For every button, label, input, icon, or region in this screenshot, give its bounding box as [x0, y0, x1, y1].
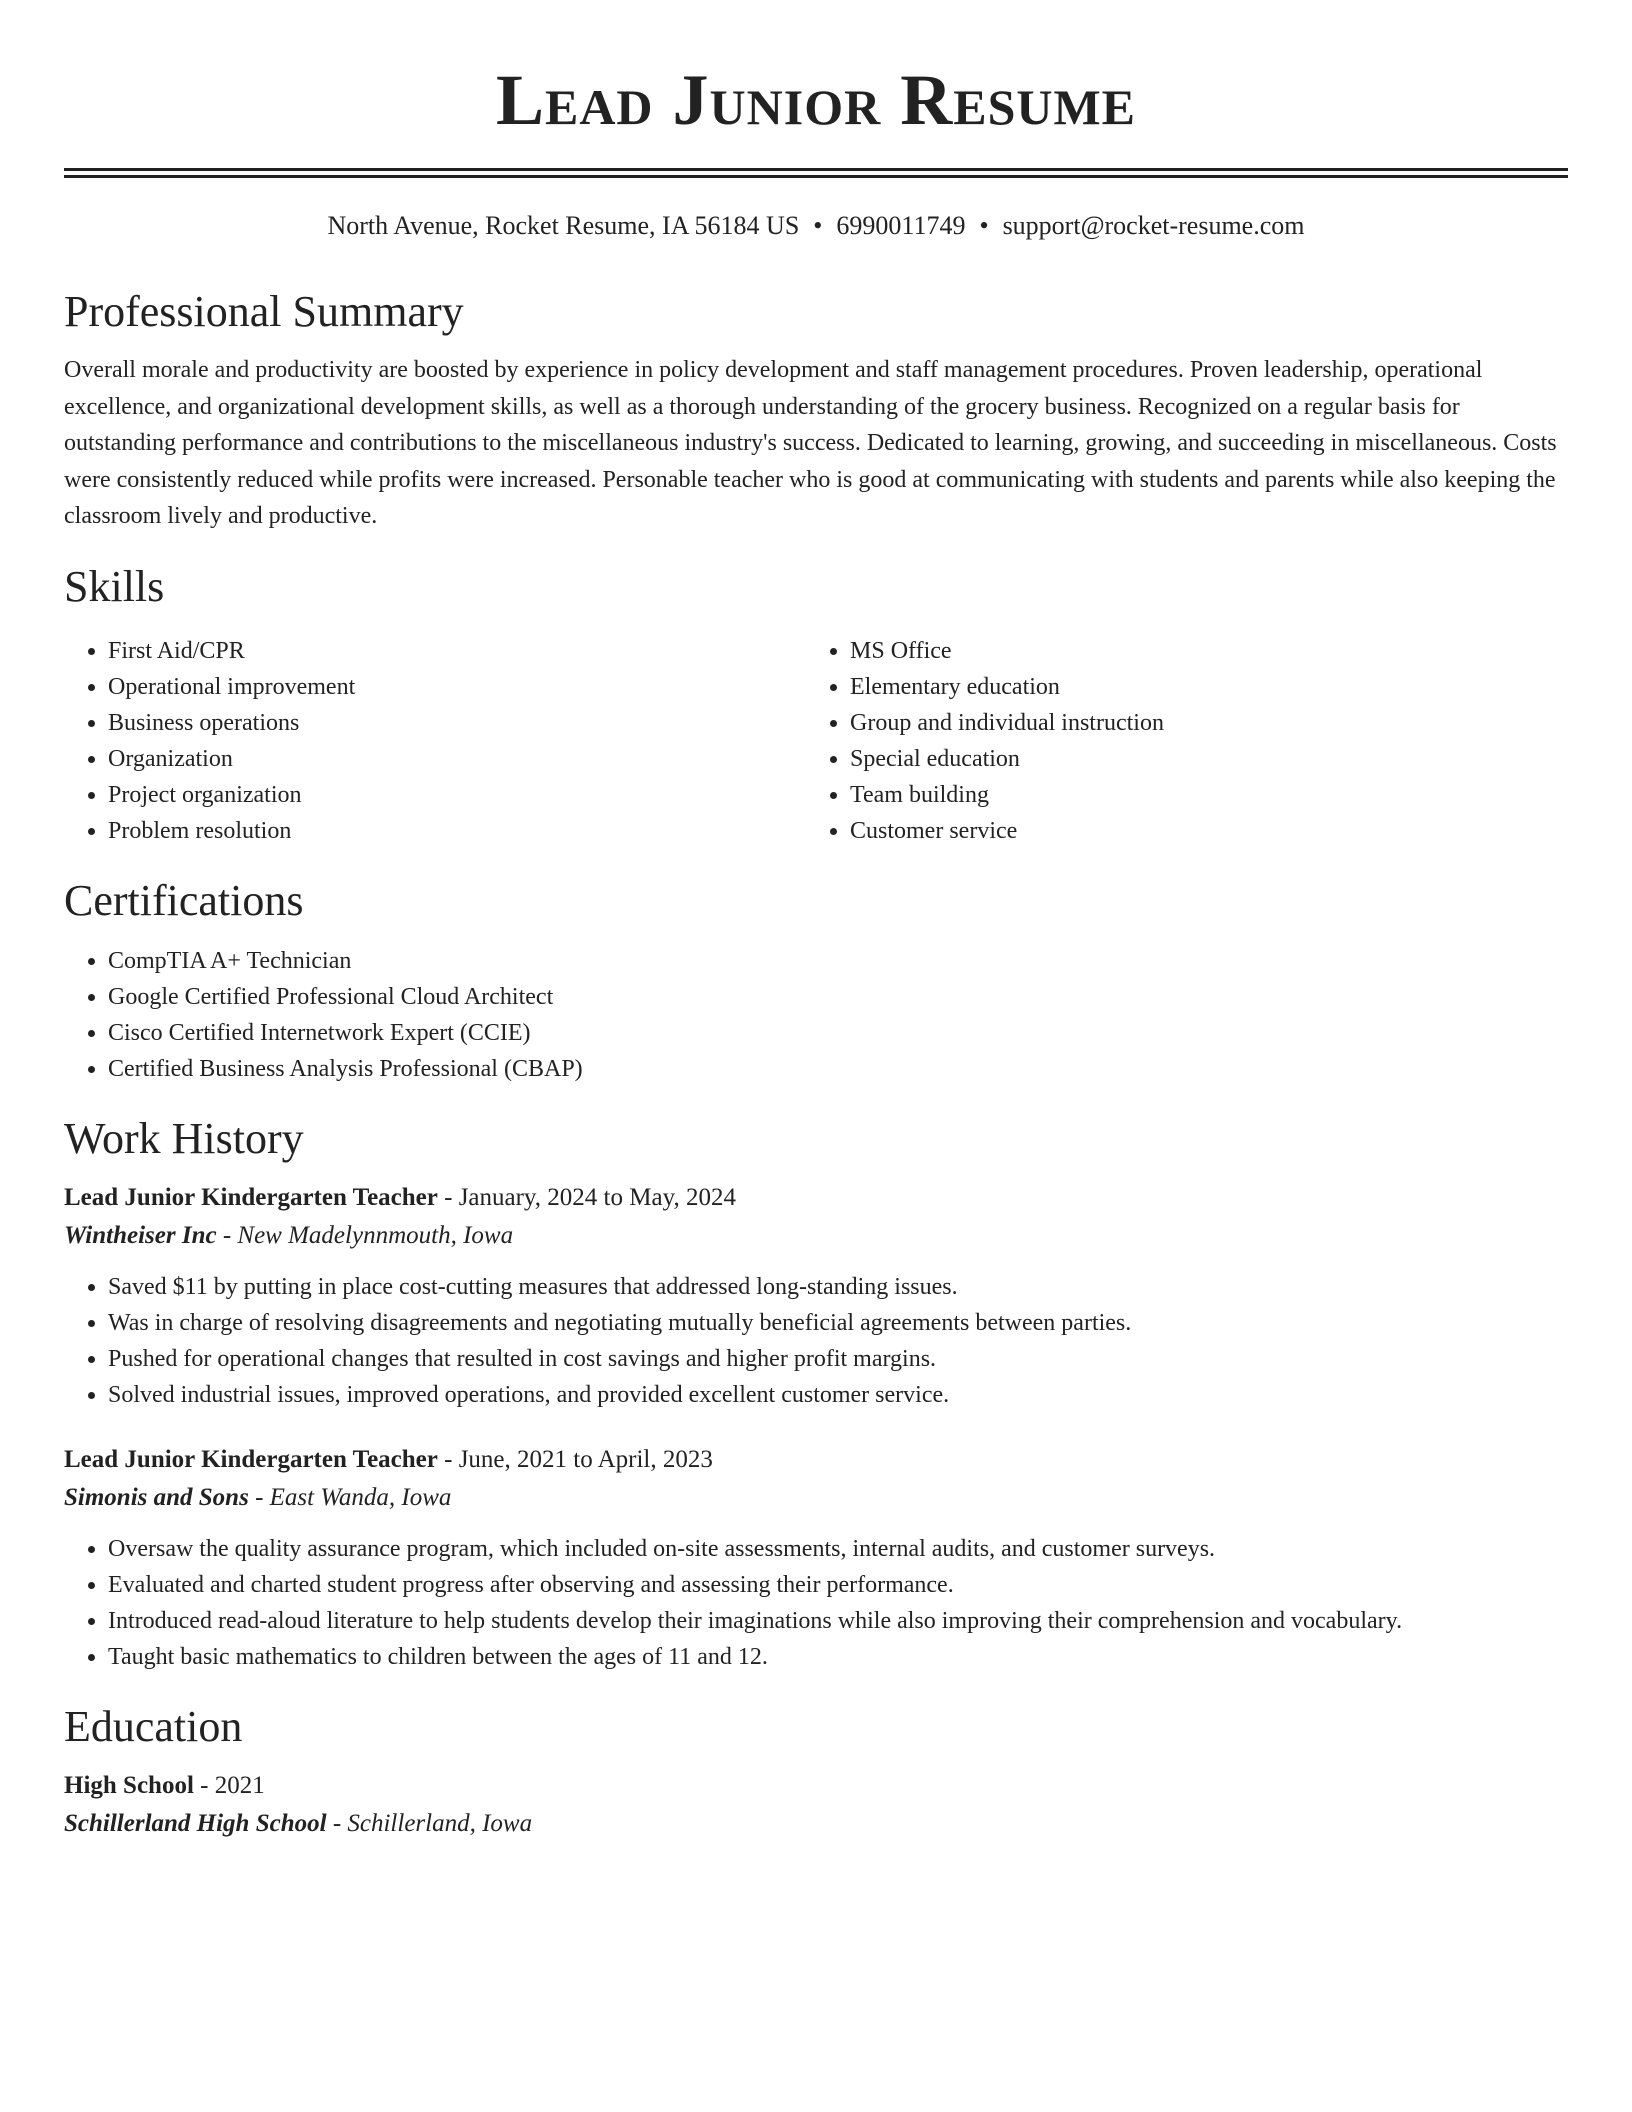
skill-item: • Organization: [108, 741, 806, 777]
section-title-skills: Skills: [64, 561, 165, 611]
job-company: Wintheiser Inc: [64, 1221, 217, 1249]
skills-list-right: [806, 633, 1548, 849]
job-duty-item: • Saved $11 by putting in place cost-cutting measures that addressed long-standing issues.: [108, 1269, 1568, 1305]
certification-item: • Google Certified Professional Cloud Architect: [108, 979, 1568, 1015]
contact-phone: 6990011749: [836, 211, 966, 240]
job-duties-list: [64, 1531, 1568, 1675]
section-title-certifications: Certifications: [64, 875, 304, 925]
skill-item: • Operational improvement: [108, 669, 806, 705]
education-heading: High School - 2021: [64, 1771, 265, 1799]
job-employer: Simonis and Sons - East Wanda, Iowa: [64, 1483, 452, 1511]
certification-item: • Certified Business Analysis Professional (CBAP): [108, 1051, 1568, 1087]
job-location: East Wanda, Iowa: [269, 1483, 452, 1511]
skill-item: • Group and individual instruction: [850, 705, 1548, 741]
job-duty-item: • Taught basic mathematics to children between the ages of 11 and 12.: [108, 1639, 1568, 1675]
skill-item: • Project organization: [108, 777, 806, 813]
job-employer: Wintheiser Inc - New Madelynnmouth, Iowa: [64, 1221, 514, 1249]
job-title: Lead Junior Kindergarten Teacher: [64, 1445, 438, 1473]
job-duty-item: • Solved industrial issues, improved operations, and provided excellent customer service.: [108, 1377, 1568, 1413]
job-entry: [64, 1179, 1568, 1413]
job-duty-item: • Was in charge of resolving disagreements and negotiating mutually beneficial agreements between parties.: [108, 1305, 1568, 1341]
job-location: New Madelynnmouth, Iowa: [237, 1221, 514, 1249]
job-dates: January, 2024 to May, 2024: [458, 1183, 736, 1211]
education-year: 2021: [214, 1771, 265, 1799]
contact-separator: •: [813, 211, 823, 240]
section-title-education: Education: [64, 1701, 243, 1751]
contact-address: North Avenue, Rocket Resume, IA 56184 US: [327, 211, 800, 240]
section-title-work-history: Work History: [64, 1113, 304, 1163]
contact-email: support@rocket-resume.com: [1002, 211, 1305, 240]
education-institution: Schillerland High School - Schillerland, Iowa: [64, 1809, 533, 1837]
skills-list-left: [64, 633, 806, 849]
education-entry: [64, 1767, 1568, 1843]
skill-item: • Special education: [850, 741, 1548, 777]
job-duty-item: • Introduced read-aloud literature to help students develop their imaginations while also improving their comprehension and vocabulary.: [108, 1603, 1568, 1639]
section-title-summary: Professional Summary: [64, 287, 464, 336]
skill-item: • Customer service: [850, 813, 1548, 849]
education-school: Schillerland High School: [64, 1809, 327, 1837]
contact-separator: •: [979, 211, 989, 240]
resume-title: Lead Junior Resume: [495, 60, 1137, 140]
job-heading: Lead Junior Kindergarten Teacher - June, 2021 to April, 2023: [64, 1445, 713, 1473]
education-location: Schillerland, Iowa: [347, 1809, 533, 1837]
certification-item: • CompTIA A+ Technician: [108, 943, 1568, 979]
job-duty-item: • Pushed for operational changes that resulted in cost savings and higher profit margins.: [108, 1341, 1568, 1377]
skill-item: • Team building: [850, 777, 1548, 813]
certifications-list: [64, 943, 1568, 1087]
education-degree: High School: [64, 1771, 194, 1799]
job-company: Simonis and Sons: [64, 1483, 249, 1511]
skill-item: • First Aid/CPR: [108, 633, 806, 669]
job-dates: June, 2021 to April, 2023: [458, 1445, 713, 1473]
summary-text: Overall morale and productivity are boosted by experience in policy development and staff management procedures. Proven leadership, operational excellence, and organizational development skills, as well as a thorough understanding of the grocery business. Recognized on a regular basis for outstanding performance and contributions to the miscellaneous industry's success. Dedicated to learning, growing, and succeeding in miscellaneous. Costs were consistently reduced while profits were increased. Personable teacher who is good at communicating with students and parents while also keeping the classroom lively and productive.: [64, 357, 1557, 529]
job-heading: Lead Junior Kindergarten Teacher - January, 2024 to May, 2024: [64, 1183, 736, 1211]
contact-line: [64, 208, 1568, 244]
skill-item: • Elementary education: [850, 669, 1548, 705]
job-duty-item: • Oversaw the quality assurance program, which included on-site assessments, internal audits, and customer surveys.: [108, 1531, 1568, 1567]
skill-item: • Problem resolution: [108, 813, 806, 849]
skill-item: • Business operations: [108, 705, 806, 741]
job-entry: [64, 1441, 1568, 1675]
job-duties-list: [64, 1269, 1568, 1413]
job-duty-item: • Evaluated and charted student progress after observing and assessing their performance.: [108, 1567, 1568, 1603]
certification-item: • Cisco Certified Internetwork Expert (CCIE): [108, 1015, 1568, 1051]
skills-columns: [64, 633, 1568, 849]
job-title: Lead Junior Kindergarten Teacher: [64, 1183, 438, 1211]
title-divider: [64, 168, 1568, 178]
skill-item: • MS Office: [850, 633, 1548, 669]
